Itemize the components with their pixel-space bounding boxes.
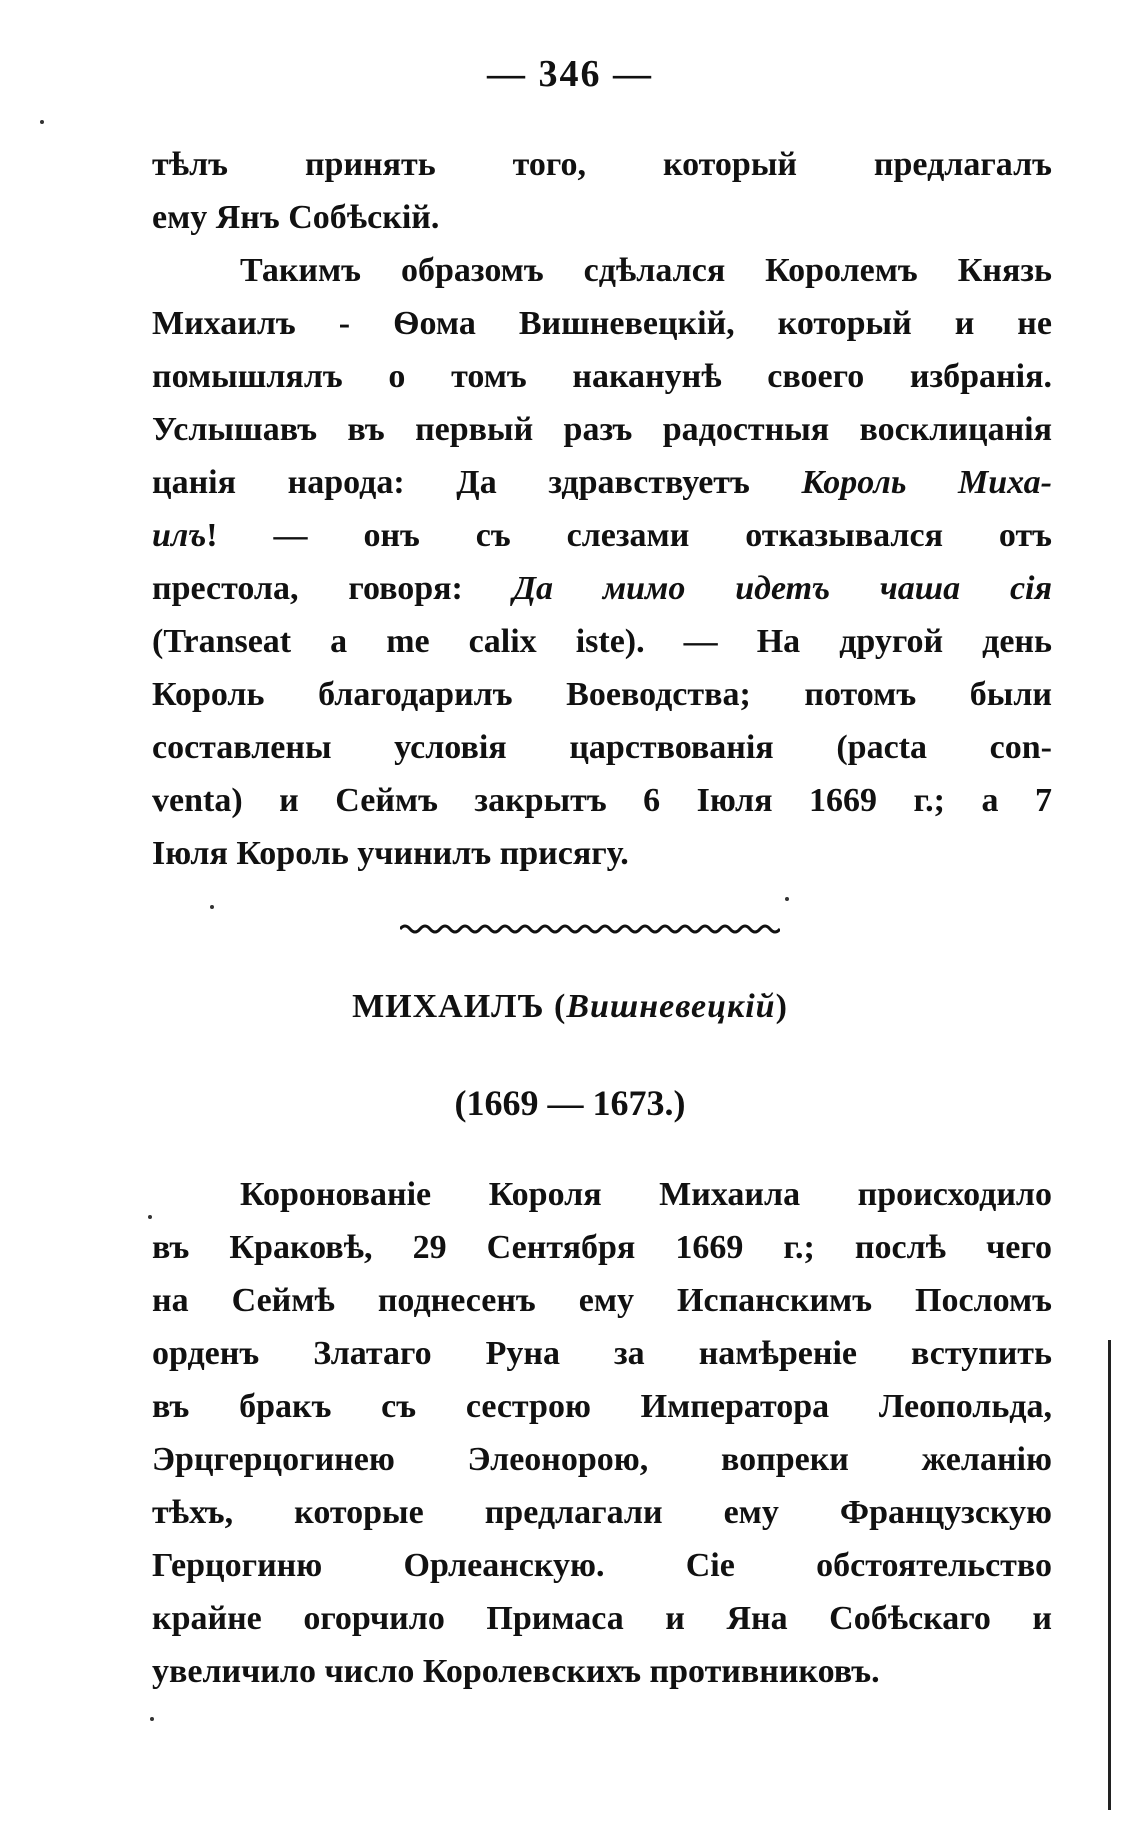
- text-line: въ Краковѣ, 29 Сентября 1669 г.; послѣ чего: [152, 1229, 1052, 1266]
- scan-speck: [150, 1717, 154, 1721]
- text-line: тѣхъ, которые предлагали ему Французскую: [152, 1494, 1052, 1531]
- text-line: помышлялъ о томъ наканунѣ своего избранія.: [152, 358, 1052, 395]
- text-line: Михаилъ - Ѳома Вишневецкій, который и не: [152, 305, 1052, 342]
- italic-run: Король Миха-: [801, 464, 1052, 501]
- text-run: цанія народа: Да здравствуетъ: [152, 464, 802, 501]
- text-line: Услышавъ въ первый разъ радостныя восклицанія: [152, 411, 1052, 448]
- paragraph-block-top: [152, 138, 1052, 880]
- text-line: крайне огорчило Примаса и Яна Собѣскаго и: [152, 1600, 1052, 1637]
- chapter-title-close: ): [775, 988, 788, 1025]
- chapter-title: [0, 988, 1140, 1026]
- text-line: орденъ Златаго Руна за намѣреніе вступить: [152, 1335, 1052, 1372]
- text-run: престола, говоря:: [152, 570, 513, 607]
- text-line: ему Янъ Собѣскій.: [152, 199, 440, 236]
- text-line: увеличило число Королевскихъ противниковъ.: [152, 1653, 880, 1690]
- text-line: Іюля Король учинилъ присягу.: [152, 835, 629, 872]
- text-line: въ бракъ съ сестрою Императора Леопольда,: [152, 1388, 1052, 1425]
- text-line: на Сеймѣ поднесенъ ему Испанскимъ Посломъ: [152, 1282, 1052, 1319]
- scan-edge-line: [1108, 1340, 1111, 1810]
- italic-run: Да мимо идетъ чаша сія: [512, 570, 1052, 607]
- text-run: ! — онъ съ слезами отказывался отъ: [206, 517, 1052, 554]
- text-line: [152, 509, 1052, 562]
- text-line: venta) и Сеймъ закрытъ 6 Іюля 1669 г.; а 7: [152, 782, 1052, 819]
- paragraph-block-bottom: [152, 1168, 1052, 1698]
- text-line: Коронованіе Короля Михаила происходило: [240, 1176, 1052, 1213]
- scan-speck: [210, 905, 214, 909]
- text-line: Герцогиню Орлеанскую. Сіе обстоятельство: [152, 1547, 1052, 1584]
- text-line: составлены условія царствованія (pacta con-: [152, 729, 1052, 766]
- chapter-years: (1669 — 1673.): [454, 1083, 686, 1123]
- text-line: [152, 456, 1052, 509]
- section-divider-ornament: [400, 922, 780, 936]
- text-line: Такимъ образомъ сдѣлался Королемъ Князь: [240, 252, 1052, 289]
- text-line: тѣлъ принять того, который предлагалъ: [152, 146, 1052, 183]
- scan-speck: [148, 1215, 152, 1219]
- text-line: (Transeat a me calix iste). — На другой день: [152, 623, 1052, 660]
- page-number: — 346 —: [487, 53, 653, 95]
- chapter-title-italic: Вишневецкій: [566, 988, 776, 1025]
- text-line: Эрцгерцогинею Элеонорою, вопреки желанію: [152, 1441, 1052, 1478]
- chapter-title-main: МИХАИЛЪ (: [352, 988, 567, 1025]
- text-line: [152, 562, 1052, 615]
- scan-speck: [785, 897, 789, 901]
- scan-speck: [40, 120, 44, 124]
- italic-run: илъ: [152, 517, 207, 554]
- text-line: Король благодарилъ Воеводства; потомъ были: [152, 676, 1052, 713]
